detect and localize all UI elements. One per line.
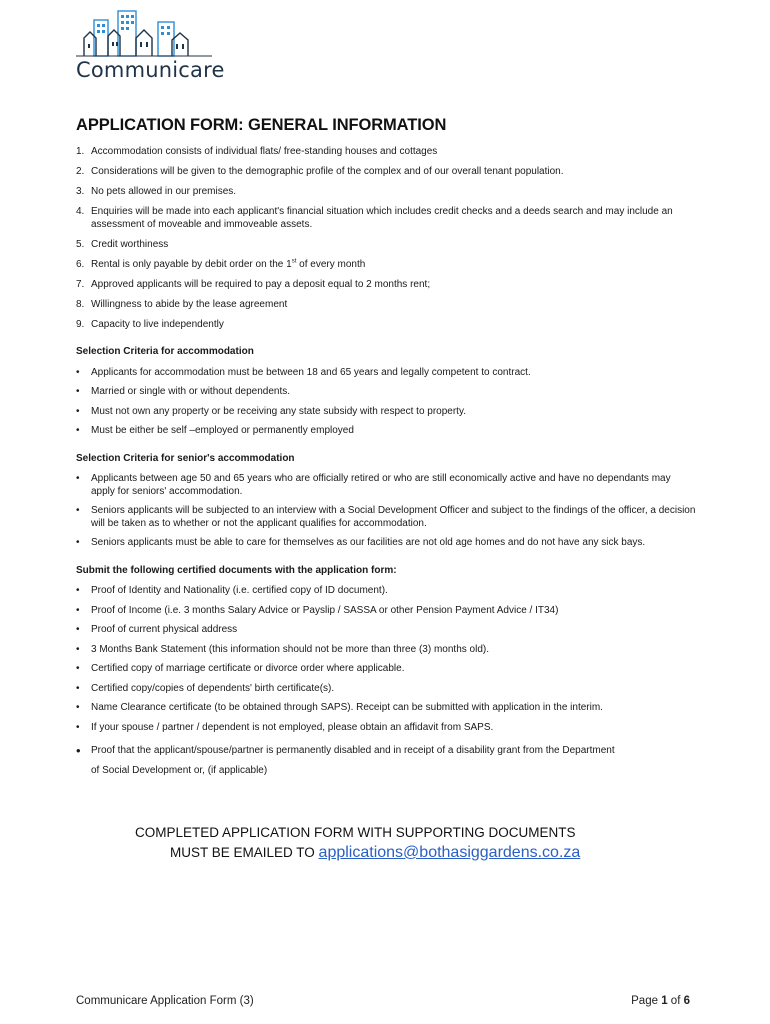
seniors-criteria-list <box>76 473 696 550</box>
documents-list <box>76 585 696 734</box>
list-item: • If your spouse / partner / dependent is not employed, please obtain an affidavit from SAPS. <box>76 721 494 733</box>
list-item: • Proof of current physical address <box>76 624 238 635</box>
disability-proof-line2: of Social Development or, (if applicable) <box>91 765 268 776</box>
closing-line-1: COMPLETED APPLICATION FORM WITH SUPPORTING DOCUMENTS <box>135 825 576 840</box>
list-item: 1. Accommodation consists of individual flats/ free-standing houses and cottages <box>76 146 438 157</box>
list-item: • Must not own any property or be receiving any state subsidy with respect to property. <box>76 405 466 417</box>
list-item: • Proof of Income (i.e. 3 months Salary Advice or Payslip / SASSA or other Pension Payment Advice / IT34) <box>76 604 559 616</box>
page-title: APPLICATION FORM: GENERAL INFORMATION <box>76 116 447 134</box>
page-footer <box>76 995 690 1007</box>
selection-criteria-heading: Selection Criteria for accommodation <box>76 346 254 357</box>
disability-proof-line1: Proof that the applicant/spouse/partner is permanently disabled and in receipt of a disability grant from the Department <box>91 745 615 756</box>
list-item: 6. Rental is only payable by debit order on the 1st of every month <box>76 258 366 270</box>
page-number: Page 1 of 6 <box>631 995 690 1007</box>
list-item: 4. Enquiries will be made into each applicant's financial situation which includes credit checks and a deeds search and may include an assessment of moveable and immoveable assets. <box>76 206 673 230</box>
seniors-criteria-heading: Selection Criteria for senior's accommodation <box>76 452 295 464</box>
closing-line-2: MUST BE EMAILED TO applications@bothasiggardens.co.za <box>170 844 581 861</box>
list-item: • Certified copy/copies of dependents' birth certificate(s). <box>76 682 335 694</box>
list-item: 3. No pets allowed in our premises. <box>76 186 237 197</box>
list-item: • Certified copy of marriage certificate or divorce order where applicable. <box>76 663 405 674</box>
list-item: 7. Approved applicants will be required to pay a deposit equal to 2 months rent; <box>76 278 431 290</box>
list-item: • Must be either be self –employed or permanently employed <box>76 425 354 436</box>
disability-proof-item: • Proof that the applicant/spouse/partner is permanently disabled and in receipt of a disability grant from the Department of Social Development or, (if applicable) <box>76 741 696 781</box>
selection-criteria-list <box>76 367 696 438</box>
email-link[interactable]: applications@bothasiggardens.co.za <box>318 844 581 861</box>
list-item: • Seniors applicants will be subjected to an interview with a Social Development Officer and subject to the findings of the officer, a decision will be taken as to whether or not the applicant qualifies for accommodation. <box>76 505 696 529</box>
list-item: • Applicants for accommodation must be between 18 and 65 years and legally competent to contract. <box>76 366 531 378</box>
list-item: • Married or single with or without dependents. <box>76 386 290 397</box>
list-item: 8. Willingness to abide by the lease agreement <box>76 298 288 310</box>
list-item: • Name Clearance certificate (to be obtained through SAPS). Receipt can be submitted with application in the interim. <box>76 702 603 713</box>
list-item: • Applicants between age 50 and 65 years who are officially retired or who are still economically active and have no dependants may apply for seniors' accommodation. <box>76 473 671 497</box>
documents-heading: Submit the following certified documents with the application form: <box>76 564 397 576</box>
general-info-list <box>76 146 696 331</box>
footer-document-name: Communicare Application Form (3) <box>76 995 254 1007</box>
list-item: • 3 Months Bank Statement (this information should not be more than three (3) months old). <box>76 643 489 655</box>
list-item: 2. Considerations will be given to the demographic profile of the complex and of our overall tenant population. <box>76 166 564 177</box>
list-item: 9. Capacity to live independently <box>76 318 224 330</box>
brand-name: Communicare <box>76 58 225 82</box>
list-item: 5. Credit worthiness <box>76 238 169 250</box>
list-item: • Proof of Identity and Nationality (i.e. certified copy of ID document). <box>76 585 388 596</box>
form-content <box>76 146 696 781</box>
list-item: • Seniors applicants must be able to care for themselves as our facilities are not old age homes and do not have any sick bays. <box>76 537 646 548</box>
